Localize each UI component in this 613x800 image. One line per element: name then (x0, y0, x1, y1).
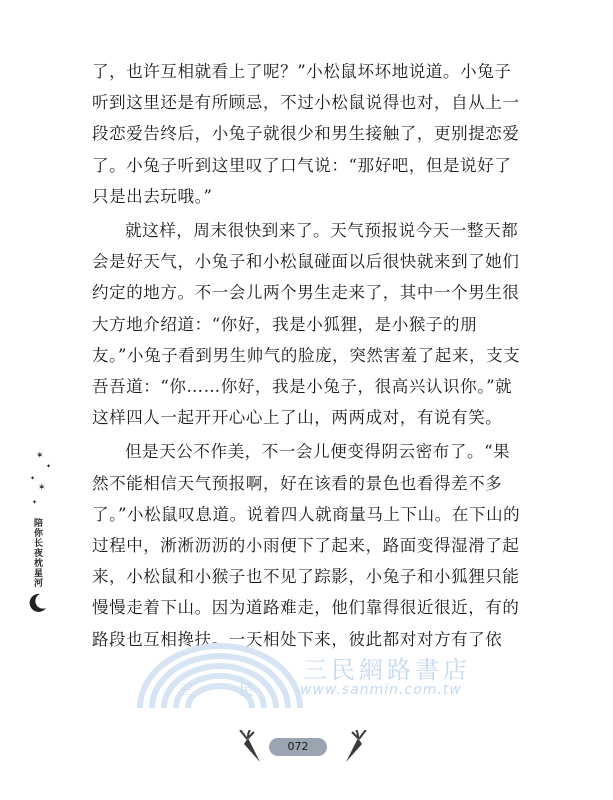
paragraph: 了，也许互相就看上了呢？”小松鼠坏坏地说道。小兔子听到这里还是有所顾忌，不过小松鼠说得也对，自从上一段恋爱告终后，小兔子就很少和男生接触了，更别提恋爱了。小兔子听到这里叹了口气说：“那好吧，但是说好了只是出去玩哦。” (92, 62, 520, 206)
star-icon: ✦ (46, 463, 52, 470)
watermark-name: 三民網路書店 (303, 656, 471, 684)
paragraph: 但是天公不作美，不一会儿便变得阴云密布了。“果然不能相信天气预报啊，好在该看的景色也看得差不多了。”小松鼠叹息道。说着四人就商量马上下山。在下山的过程中，淅淅沥沥的小雨便下了起来，路面变得湿滑了起来，小松鼠和小猴子也不见了踪影，小兔子和小狐狸只能慢慢走着下山。因为道路难走，他们靠得很近很近，有的路段也互相搀扶。一天相处下来，彼此都对对方有了依 (92, 442, 521, 649)
watermark-char: 三 (179, 683, 193, 699)
watermark-url: www.sanmin.com.tw (300, 682, 462, 698)
crescent-moon-icon (26, 592, 48, 614)
body-text (92, 56, 522, 655)
carrot-icon (340, 730, 368, 766)
star-icon: ✶ (36, 451, 44, 461)
book-title-sidebar (22, 452, 52, 612)
watermark-char: 民 (239, 683, 253, 699)
star-icon: ✶ (38, 483, 46, 493)
page-footer (238, 728, 368, 768)
watermark (135, 640, 495, 710)
page-number: 072 (269, 738, 327, 756)
star-icon: ✦ (30, 475, 36, 482)
star-icon: ✦ (32, 499, 38, 506)
paragraph: 就这样，周末很快到来了。天气预报说今天一整天都会是好天气，小兔子和小松鼠碰面以后很快就来到了她们约定的地方。不一会儿两个男生走来了，其中一个男生很大方地介绍道：“你好，我是小狐狸，是小猴子的朋友。”小兔子看到男生帅气的脸庞，突然害羞了起来，支支吾吾道：“你……你好，我是小兔子，很高兴认识你。”就这样四人一起开开心心上了山，两两成对，有说有笑。 (92, 221, 521, 428)
book-title: 陪你长夜枕星河 (32, 518, 42, 588)
rainbow-logo-icon (135, 640, 305, 710)
carrot-icon (238, 730, 266, 766)
